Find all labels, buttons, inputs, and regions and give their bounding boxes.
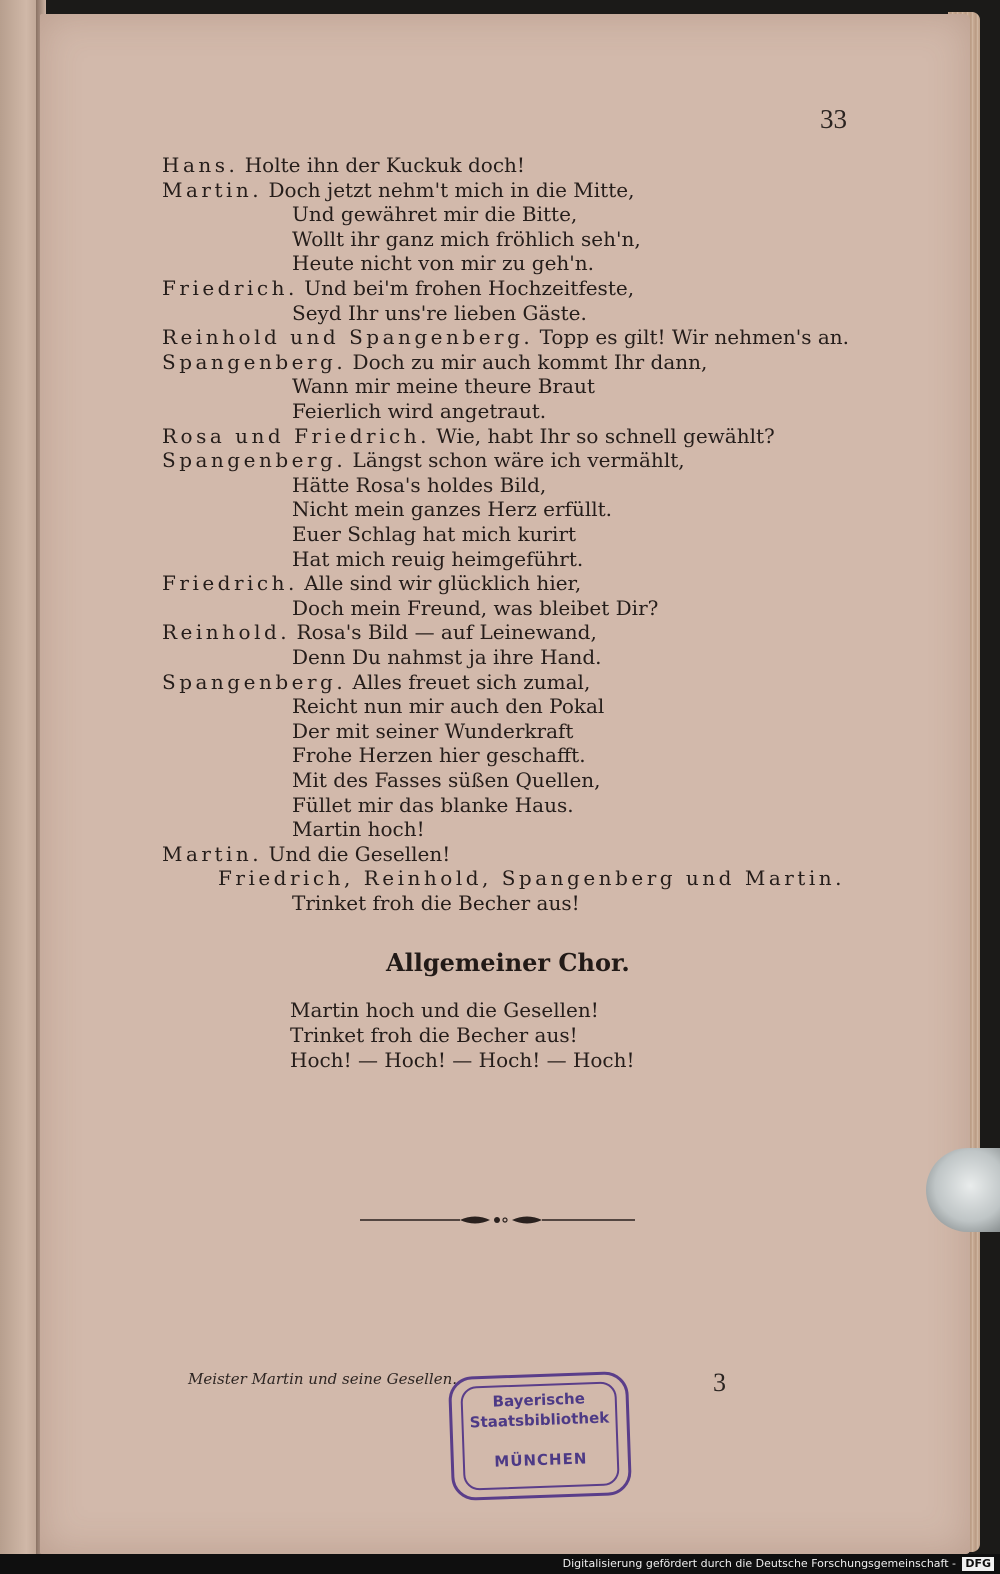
speaker-name: Friedrich, Reinhold, Spangenberg und Martin. [218,866,845,891]
ornament-divider [360,1210,635,1230]
verse-text: Euer Schlag hat mich kurirt [292,522,577,546]
dialogue-line [292,547,583,571]
verse-text: Rosa's Bild — auf Leinewand, [296,620,597,645]
speaker-name: Reinhold. [162,620,291,645]
dialogue-line [292,645,602,669]
verse-text: Und die Gesellen! [268,841,451,866]
library-stamp [448,1371,632,1501]
verse-text: Mit des Fasses süßen Quellen, [292,768,601,792]
dialogue-line [292,743,586,767]
speaker-name: Martin. [162,177,263,202]
dialogue-line [292,473,546,497]
dialogue-line [162,424,775,448]
verse-text: Füllet mir das blanke Haus. [292,792,574,817]
verse-text: Alle sind wir glücklich hier, [304,571,582,596]
dialogue-line [292,251,594,275]
page-number-top: 33 [820,104,847,134]
verse-text: Trinket froh die Becher aus! [292,891,580,915]
dialogue-line [162,276,634,300]
dialogue-line [292,374,595,398]
dialogue-line [162,571,581,595]
verse-text: Denn Du nahmst ja ihre Hand. [292,645,602,669]
dialogue-line [292,399,546,423]
dfg-logo: DFG [962,1557,994,1571]
verse-text: Doch mein Freund, was bleibet Dir? [292,595,659,620]
dialogue-line [162,153,525,177]
verse-text: Feierlich wird angetraut. [292,399,547,423]
verse-text: Nicht mein ganzes Herz erfüllt. [292,497,613,522]
verse-text: Und bei'm frohen Hochzeitfeste, [304,276,635,300]
dialogue-line [292,596,658,620]
dialogue-line [162,670,590,694]
speaker-name: Friedrich. [162,276,298,300]
verse-text: Wollt ihr ganz mich fröhlich seh'n, [292,226,641,251]
dialogue-line [292,202,577,226]
dialogue-line [292,497,612,521]
verse-text: Frohe Herzen hier geschafft. [292,743,586,768]
speaker-name: Spangenberg. [162,669,347,694]
speaker-name: Hans. [162,153,239,177]
verse-text: Wie, habt Ihr so schnell gewählt? [436,423,775,448]
speaker-name: Friedrich. [162,571,298,596]
dialogue-line [292,793,574,817]
dialogue-line [292,719,573,743]
verse-text: Martin hoch! [292,817,425,842]
verse-text: Alles freuet sich zumal, [352,669,591,694]
speaker-name: Martin. [162,841,263,866]
stamp-line-3: MÜNCHEN [494,1449,588,1471]
stamp-line-2: Staatsbibliothek [469,1408,610,1432]
chorus-line: Martin hoch und die Gesellen! [290,998,599,1022]
verse-text: Hätte Rosa's holdes Bild, [292,472,547,497]
dialogue-line [162,620,597,644]
chorus-line: Hoch! — Hoch! — Hoch! — Hoch! [290,1048,635,1072]
dialogue-line [162,842,450,866]
verse-text: Längst schon wäre ich vermählt, [352,448,685,473]
verse-text: Wann mir meine theure Braut [292,374,595,399]
speaker-name: Rosa und Friedrich. [162,423,430,448]
verse-text: Seyd Ihr uns're lieben Gäste. [292,300,587,325]
dialogue-line [292,522,576,546]
dialogue-line [292,301,587,325]
verse-text: Topp es gilt! Wir nehmen's an. [539,325,849,350]
dialogue-line [162,325,849,349]
credit-text: Digitalisierung gefördert durch die Deutsche Forschungsgemeinschaft - [562,1557,956,1570]
dialogue-line [162,350,707,374]
chorus-line: Trinket froh die Becher aus! [290,1023,578,1047]
dialogue-line [162,178,634,202]
verse-text: Heute nicht von mir zu geh'n. [292,251,595,276]
verse-text: Doch zu mir auch kommt Ihr dann, [352,349,708,374]
chorus-heading: Allgemeiner Chor. [386,948,630,977]
speaker-name: Spangenberg. [162,349,347,374]
dialogue-line [218,866,845,890]
speaker-name: Spangenberg. [162,448,347,473]
verse-text: Hat mich reuig heimgeführt. [292,546,584,571]
signature-number: 3 [713,1368,726,1397]
verse-text: Holte ihn der Kuckuk doch! [244,153,525,177]
speaker-name: Reinhold und Spangenberg. [162,325,534,350]
verse-text: Reicht nun mir auch den Pokal [292,694,605,719]
footer-title: Meister Martin und seine Gesellen. [188,1370,458,1388]
dialogue-line [292,227,641,251]
dialogue-line [292,891,580,915]
verse-text: Der mit seiner Wunderkraft [292,718,574,743]
verse-text: Und gewähret mir die Bitte, [292,202,578,227]
dialogue-line [292,694,604,718]
dialogue-line [162,448,685,472]
verse-text: Doch jetzt nehm't mich in die Mitte, [268,177,635,202]
page-clip [926,1148,1000,1232]
stamp-line-1: Bayerische [492,1389,586,1411]
dialogue-line [292,768,601,792]
dialogue-line [292,817,425,841]
